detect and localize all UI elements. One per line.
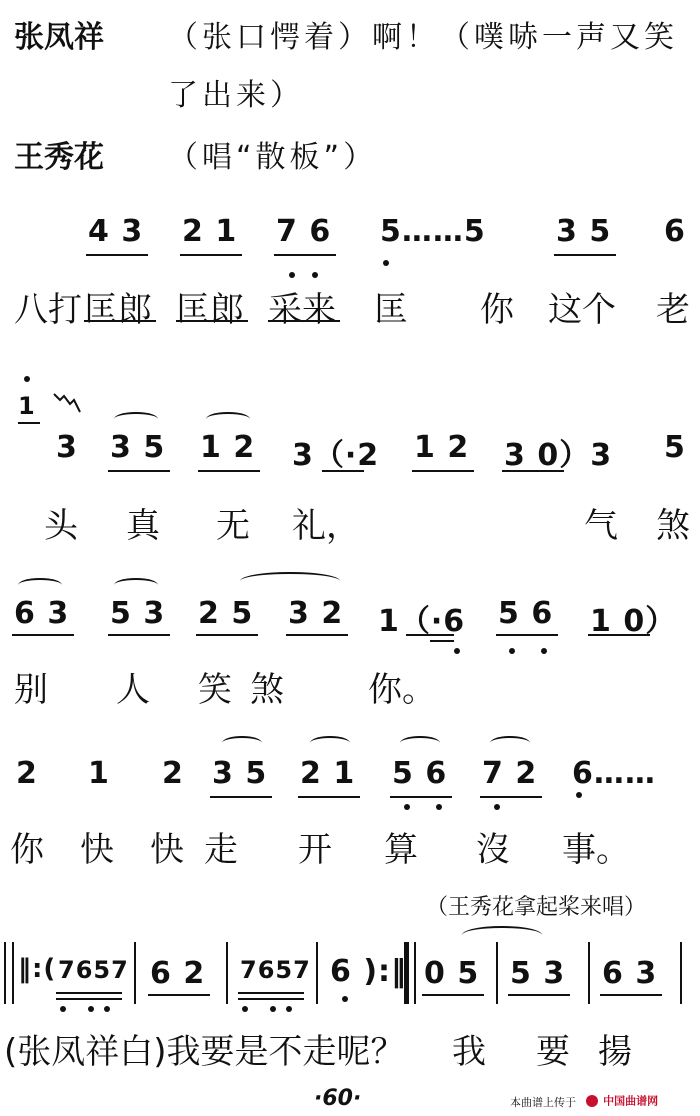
low-octave-dot [541, 648, 547, 654]
repeat-start: ‖:( [18, 954, 57, 984]
beat-underline [180, 254, 242, 256]
beat-underline [322, 470, 364, 472]
lyric: 算 [384, 830, 418, 870]
stage-direction: （王秀花拿起桨来唱） [426, 895, 647, 920]
note-group: 3 5 [110, 430, 166, 465]
low-octave-dot [383, 260, 389, 266]
lyric: 别 [14, 670, 48, 710]
lyric: 这个 [548, 290, 616, 330]
barline [680, 942, 682, 1004]
note-group: 2 [162, 756, 184, 791]
beat-underline [238, 992, 304, 994]
lyric: 揚 [598, 1032, 632, 1072]
site-name: 中国曲谱网 [603, 1094, 659, 1108]
low-octave-dot [60, 1006, 66, 1012]
lyric: 匡郎 [176, 290, 244, 330]
lyric: 你。 [368, 670, 436, 710]
note-group: 7657 [240, 956, 311, 984]
slur [462, 926, 542, 944]
beat-underline [554, 254, 616, 256]
note-group: 5 3 [510, 956, 566, 991]
low-octave-dot [88, 1006, 94, 1012]
note-group: 6 2 [150, 956, 206, 991]
beat-underline [56, 992, 122, 994]
note-group: 5……5 [380, 214, 486, 249]
note-group: 3 5 [556, 214, 612, 249]
lyric-underline [268, 320, 340, 322]
lyric: 走 [204, 830, 238, 870]
lyric: 头 [44, 506, 78, 546]
lyric: 真 [126, 506, 160, 546]
beat-underline [286, 634, 348, 636]
note-group: 6 [664, 214, 686, 249]
high-octave-dot [24, 376, 30, 382]
low-octave-dot [312, 272, 318, 278]
note-group: 1 0） [590, 604, 677, 639]
low-octave-dot [454, 648, 460, 654]
beat-underline [422, 994, 484, 996]
beat-underline [588, 634, 650, 636]
beat-underline [298, 796, 360, 798]
lyric: 你 [10, 830, 44, 870]
note-group: 7 2 [482, 756, 538, 791]
speaker-name: 王秀花 [14, 140, 104, 175]
beat-underline [12, 634, 74, 636]
beat-underline [210, 796, 272, 798]
slur [400, 736, 440, 750]
note-group: 1 2 [200, 430, 256, 465]
beat-underline [502, 470, 564, 472]
lyric: 八打 [14, 290, 82, 330]
note-group: 4 3 [88, 214, 144, 249]
page-number: ·60· [314, 1086, 362, 1111]
note-group: 6 3 [602, 956, 658, 991]
barline [588, 942, 590, 1004]
note-group: 5 6 [498, 596, 554, 631]
lyric: 煞 [656, 506, 690, 546]
note-group: 2 5 [198, 596, 254, 631]
note-group: 6…… [572, 756, 656, 791]
slur [490, 736, 530, 750]
slur [18, 578, 62, 592]
low-octave-dot [270, 1006, 276, 1012]
lyric: 气 [584, 506, 618, 546]
stage-direction-continued: 了出来） [168, 78, 304, 113]
beat-underline-double [430, 640, 454, 642]
beat-underline [274, 254, 336, 256]
repeat-end: 6 ):‖ [330, 954, 408, 989]
note-group: 3 0）3 [504, 438, 613, 473]
upload-note: 本曲谱上传于 [510, 1096, 576, 1109]
barline [414, 942, 416, 1004]
glissando-mark [52, 390, 82, 416]
beat-underline [196, 634, 258, 636]
note-group: 3 2 [288, 596, 344, 631]
lyric: 要 [536, 1032, 570, 1072]
barline-thick [404, 942, 409, 1004]
barline [226, 942, 228, 1004]
note-group: 0 5 [424, 956, 480, 991]
low-octave-dot [494, 804, 500, 810]
beat-underline [390, 796, 452, 798]
stage-direction: （张口愕着）啊！（噗哧一声又笑 [168, 20, 678, 55]
lyric: (张凤祥白)我要是不走呢？ [4, 1032, 405, 1072]
low-octave-dot [404, 804, 410, 810]
low-octave-dot [576, 792, 582, 798]
grace-note: 1 [18, 392, 36, 420]
slur [310, 736, 350, 750]
site-logo [586, 1090, 658, 1109]
slur [114, 578, 158, 592]
barline [316, 942, 318, 1004]
lyric: 快 [80, 830, 114, 870]
beat-underline [412, 470, 474, 472]
lyric: 采来 [268, 290, 336, 330]
lyric: 笑煞 [198, 670, 302, 710]
barline [12, 942, 14, 1004]
lyric: 礼， [292, 506, 360, 546]
note-group: 7657 [58, 956, 129, 984]
note-group: 3 5 [212, 756, 268, 791]
lyric: 你 [480, 290, 514, 330]
beat-underline [496, 634, 558, 636]
slur [114, 412, 158, 426]
low-octave-dot [289, 272, 295, 278]
lyric-underline [84, 320, 156, 322]
barline [4, 942, 6, 1004]
lyric: 快 [150, 830, 184, 870]
low-octave-dot [436, 804, 442, 810]
beat-underline [600, 994, 662, 996]
low-octave-dot [242, 1006, 248, 1012]
beat-underline-double [238, 998, 304, 1000]
note-group: 5 3 [110, 596, 166, 631]
note-group: 2 1 [182, 214, 238, 249]
logo-mark [586, 1095, 598, 1107]
note-group: 5 6 [392, 756, 448, 791]
note-group: 1（·6 [378, 604, 466, 639]
beat-underline [508, 994, 570, 996]
note-group: 1 2 [414, 430, 470, 465]
note-group: 2 [16, 756, 38, 791]
lyric: 无 [216, 506, 250, 546]
lyric: 匡郎 [84, 290, 152, 330]
low-octave-dot [104, 1006, 110, 1012]
lyric: 事。 [562, 830, 630, 870]
note-group: 7 6 [276, 214, 332, 249]
grace-underline [18, 422, 40, 424]
note-group: 2 1 [300, 756, 356, 791]
stage-direction: （唱“散板”） [168, 140, 378, 175]
note-group: 3（·2 [292, 438, 380, 473]
low-octave-dot [342, 996, 348, 1002]
lyric: 人 [116, 670, 150, 710]
beat-underline [148, 994, 210, 996]
note-group: 5 [664, 430, 686, 465]
low-octave-dot [286, 1006, 292, 1012]
barline [496, 942, 498, 1004]
slur [240, 572, 340, 590]
lyric-underline [176, 320, 248, 322]
beat-underline [406, 634, 454, 636]
note-group: 1 [88, 756, 110, 791]
note-group: 3 [56, 430, 78, 465]
barline [134, 942, 136, 1004]
note-group: 6 3 [14, 596, 70, 631]
beat-underline [108, 470, 170, 472]
beat-underline-double [56, 998, 122, 1000]
beat-underline [108, 634, 170, 636]
slur [206, 412, 250, 426]
slur [222, 736, 262, 750]
lyric: 我 [452, 1032, 486, 1072]
lyric: 沒 [476, 830, 510, 870]
low-octave-dot [509, 648, 515, 654]
beat-underline [480, 796, 542, 798]
lyric: 开 [298, 830, 332, 870]
beat-underline [86, 254, 148, 256]
beat-underline [198, 470, 260, 472]
speaker-name: 张凤祥 [14, 20, 104, 55]
lyric: 匡 [374, 290, 408, 330]
lyric: 老 [656, 290, 690, 330]
